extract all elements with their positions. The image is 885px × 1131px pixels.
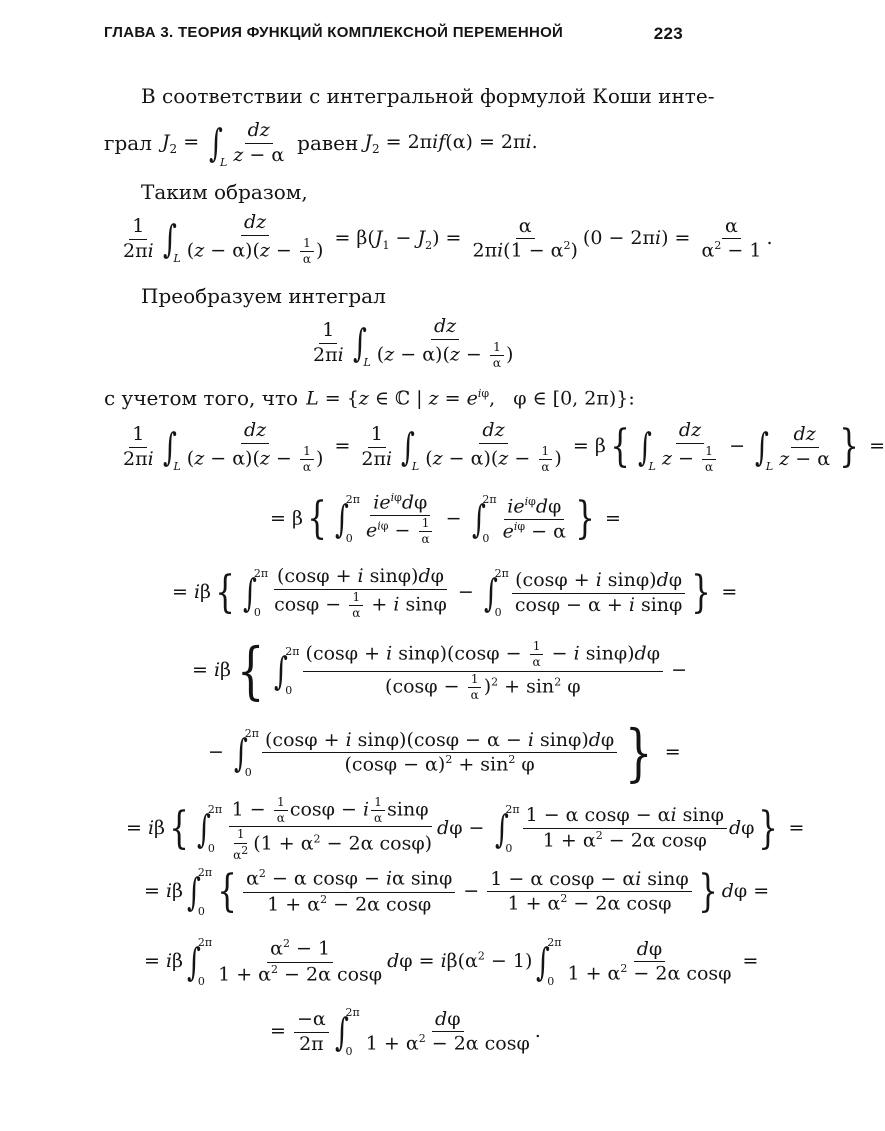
running-header-title: ГЛАВА 3. ТЕОРИЯ ФУНКЦИЙ КОМПЛЕКСНОЙ ПЕРЕМЕННОЙ [104, 24, 564, 41]
equation-3-line-7: = iβ ∫ 2π 0 { $\frac{\alpha^2 - \alpha \cos\varphi - i\alpha \sin\varphi}{1 + \alpha^2 - 2\alpha \cos\varphi}$ − $\frac{\text{1 − α cosφ − αi sinφ}}{1 + \alpha^2 - 2\alpha \cos\varphi}$ } dφ = [144, 866, 770, 918]
equation-3-line-8: = iβ ∫ 2π 0 $\frac{\alpha^2 - 1}{1 + \alpha^2 - 2\alpha \cos\varphi}$ $d\varphi = i\beta(\alpha^2 - 1)$ ∫ 2π 0 $\frac{d\varphi}{1 + \alpha^2 - 2\alpha \cos\varphi}$ = [144, 936, 759, 988]
j2-definition-line [104, 118, 538, 168]
contour-line [104, 384, 635, 412]
equation-j2-def: $J_2$ = ∫ L $\frac{dz}{z - \alpha}$ [161, 118, 285, 169]
equation-3-line-3: = iβ{ ∫ 2π 0 (cosφ + i sinφ)dφ cosφ − $\frac{1}{\alpha}$ + i sinφ − ∫ 2π 0 $\frac{\text{(cosφ + i sinφ)dφ}}{\text{cosφ − α + i sinφ}}$ } = [172, 565, 738, 621]
paragraph-text: равен [297, 131, 359, 155]
paragraph-line: Преобразуем интеграл [141, 284, 386, 308]
equation-2: $\frac{1}{2\pi i}$ ∫ L dz (z − α)(z − $\frac{1}{\alpha}$ ) [313, 315, 514, 371]
paragraph-text: грал [104, 131, 152, 155]
equation-3-line-6: = iβ{ ∫ 2π 0 1 − $\frac{1}{\alpha}$ cosφ − i $\frac{1}{\alpha}$ sinφ $\frac{1}{\alpha^2}$ ($1 + \alpha^2 - 2\alpha$ cosφ) dφ − ∫ 2π 0 $\frac{\text{1 − α cosφ − αi sinφ}}{1 + \alpha^2 - 2\alpha \cos\varphi}$ dφ} = [126, 795, 805, 862]
equation-1: $\frac{1}{2\pi i}$ ∫ L dz (z − α)(z − $\frac{1}{\alpha}$ ) = $\beta(J_1 - J_2)$ = $\frac{\alpha}{2\pi i(1 - \alpha^2)}$ (0 − 2πi) = $\frac{\alpha}{\alpha^2 - 1}$ . [123, 211, 773, 267]
paragraph-line: Таким образом, [141, 180, 308, 204]
page-number: 223 [653, 24, 683, 43]
paragraph-line: В соответствии с интегральной формулой Коши инте- [141, 84, 715, 108]
equation-3-line-9: = $\frac{-\alpha}{2\pi}$ ∫ 2π 0 $\frac{d\varphi}{1 + \alpha^2 - 2\alpha \cos\varphi}$ . [270, 1006, 541, 1058]
equation-3-line-1: $\frac{1}{2\pi i}$ ∫ L dz (z − α)(z − $\frac{1}{\alpha}$ ) = $\frac{1}{2\pi i}$ ∫ L dz (z − α)(z − $\frac{1}{\alpha}$ ) = β{ ∫ L dz z − $\frac{1}{\alpha}$ − ∫ L $\frac{dz}{z - \alpha}$ } = [123, 419, 885, 475]
contour-definition: L = {z ∈ ℂ | $z = e^{i\varphi}$, φ ∈ [0, 2π)}: [306, 386, 635, 410]
paragraph-text: с учетом того, что [104, 386, 299, 410]
equation-3-line-5: − ∫ 2π 0 $\frac{\text{(cosφ + i sinφ)(cosφ − α − i sinφ)dφ}}{(\cos\varphi - \alpha)^2 + \sin^2 \varphi}$ } = [208, 716, 681, 789]
equation-3-line-2: = β{ ∫ 2π 0 $ie^{i\varphi}d\varphi$ $e^{i\varphi}$ − $\frac{1}{\alpha}$ − ∫ 2π 0 $ie^{i\varphi}d\varphi$ $e^{i\varphi} - \alpha$ } = [270, 491, 621, 547]
equation-j2-value: $J_2 = 2\pi if(\alpha) = 2\pi i$. [364, 130, 538, 156]
equation-3-line-4: = iβ{ ∫ 2π 0 (cosφ + i sinφ)(cosφ − $\frac{1}{\alpha}$ − i sinφ)dφ (cosφ − $\frac{1}{\alpha}$ )$^2 + \sin^2 \varphi$ − [192, 634, 687, 707]
